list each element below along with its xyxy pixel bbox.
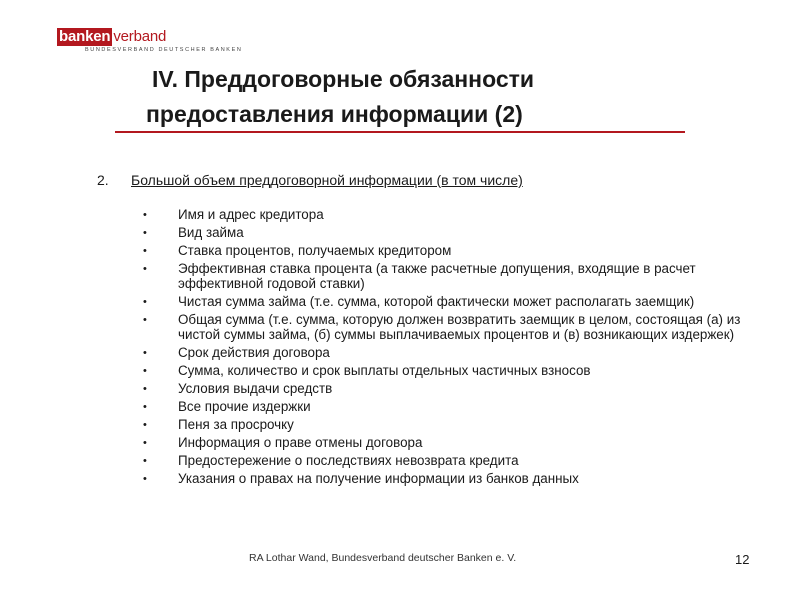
- bullet-dot: •: [143, 295, 147, 308]
- list-item-text: Ставка процентов, получаемых кредитором: [178, 243, 452, 259]
- section-number: 2.: [97, 172, 109, 188]
- list-item: [143, 400, 763, 415]
- bullet-dot: •: [143, 346, 147, 359]
- logo-brand-rest: verband: [113, 28, 167, 45]
- list-item: [143, 454, 763, 469]
- list-item-text: Все прочие издержки: [178, 399, 311, 415]
- list-item: [143, 472, 763, 487]
- bullet-dot: •: [143, 473, 147, 486]
- list-item: [143, 418, 763, 433]
- list-item-text: Указания о правах на получение информации из банков данных: [178, 471, 579, 487]
- logo-wordmark: [57, 26, 227, 46]
- section-heading-text: Большой объем преддоговорной информации (в том числе): [131, 172, 523, 188]
- slide-title-line1: IV. Преддоговорные обязанности: [152, 66, 535, 92]
- bullet-dot: •: [143, 382, 147, 395]
- list-item: [143, 382, 763, 397]
- list-item-text: Информация о праве отмены договора: [178, 435, 423, 451]
- list-item-text: Сумма, количество и срок выплаты отдельных частичных взносов: [178, 362, 591, 378]
- list-item: [143, 226, 763, 241]
- list-item-text: Условия выдачи средств: [178, 380, 333, 396]
- bullet-dot: •: [143, 437, 147, 450]
- slide-title: [146, 62, 706, 132]
- title-underline-rule: [115, 131, 685, 133]
- bullet-dot: •: [143, 227, 147, 240]
- logo-subtitle: BUNDESVERBAND DEUTSCHER BANKEN: [85, 47, 243, 53]
- bullet-dot: •: [143, 314, 147, 327]
- list-item: [143, 244, 763, 259]
- list-item-text: Эффективная ставка процента (а также расчетные допущения, входящие в расчет эффективной годовой ставки): [178, 261, 696, 291]
- section-heading: [97, 171, 523, 189]
- bullet-dot: •: [143, 245, 147, 258]
- list-item-text: Общая сумма (т.е. сумма, которую должен возвратить заемщик в целом, состоящая (а) из чистой суммы займа, (б) суммы выплачиваемых процентов и (в) возникающих издержек): [178, 312, 741, 342]
- list-item-text: Вид займа: [178, 225, 244, 241]
- bullet-dot: •: [143, 209, 147, 221]
- slide-title-line2: предоставления информации (2): [146, 101, 523, 127]
- bullet-list: [143, 208, 763, 491]
- bullet-dot: •: [143, 401, 147, 414]
- bullet-dot: •: [143, 364, 147, 377]
- list-item-text: Срок действия договора: [178, 344, 330, 360]
- page-number: 12: [735, 552, 750, 567]
- list-item-text: Имя и адрес кредитора: [178, 207, 324, 222]
- list-item: [143, 295, 763, 310]
- list-item-text: Пеня за просрочку: [178, 417, 294, 433]
- bullet-dot: •: [143, 263, 147, 276]
- list-item: [143, 262, 763, 291]
- list-item: [143, 364, 763, 379]
- list-item-text: Чистая сумма займа (т.е. сумма, которой фактически может располагать заемщик): [178, 293, 695, 309]
- bankenverband-logo: [57, 26, 243, 54]
- list-item: [143, 313, 763, 342]
- list-item: [143, 208, 763, 223]
- bullet-dot: •: [143, 419, 147, 432]
- list-item: [143, 346, 763, 361]
- list-item-text: Предостережение о последствиях невозврата кредита: [178, 453, 519, 469]
- logo-brand-bold: banken: [59, 28, 111, 45]
- list-item: [143, 436, 763, 451]
- bullet-dot: •: [143, 455, 147, 468]
- footer-author: RA Lothar Wand, Bundesverband deutscher Banken e. V.: [249, 552, 517, 564]
